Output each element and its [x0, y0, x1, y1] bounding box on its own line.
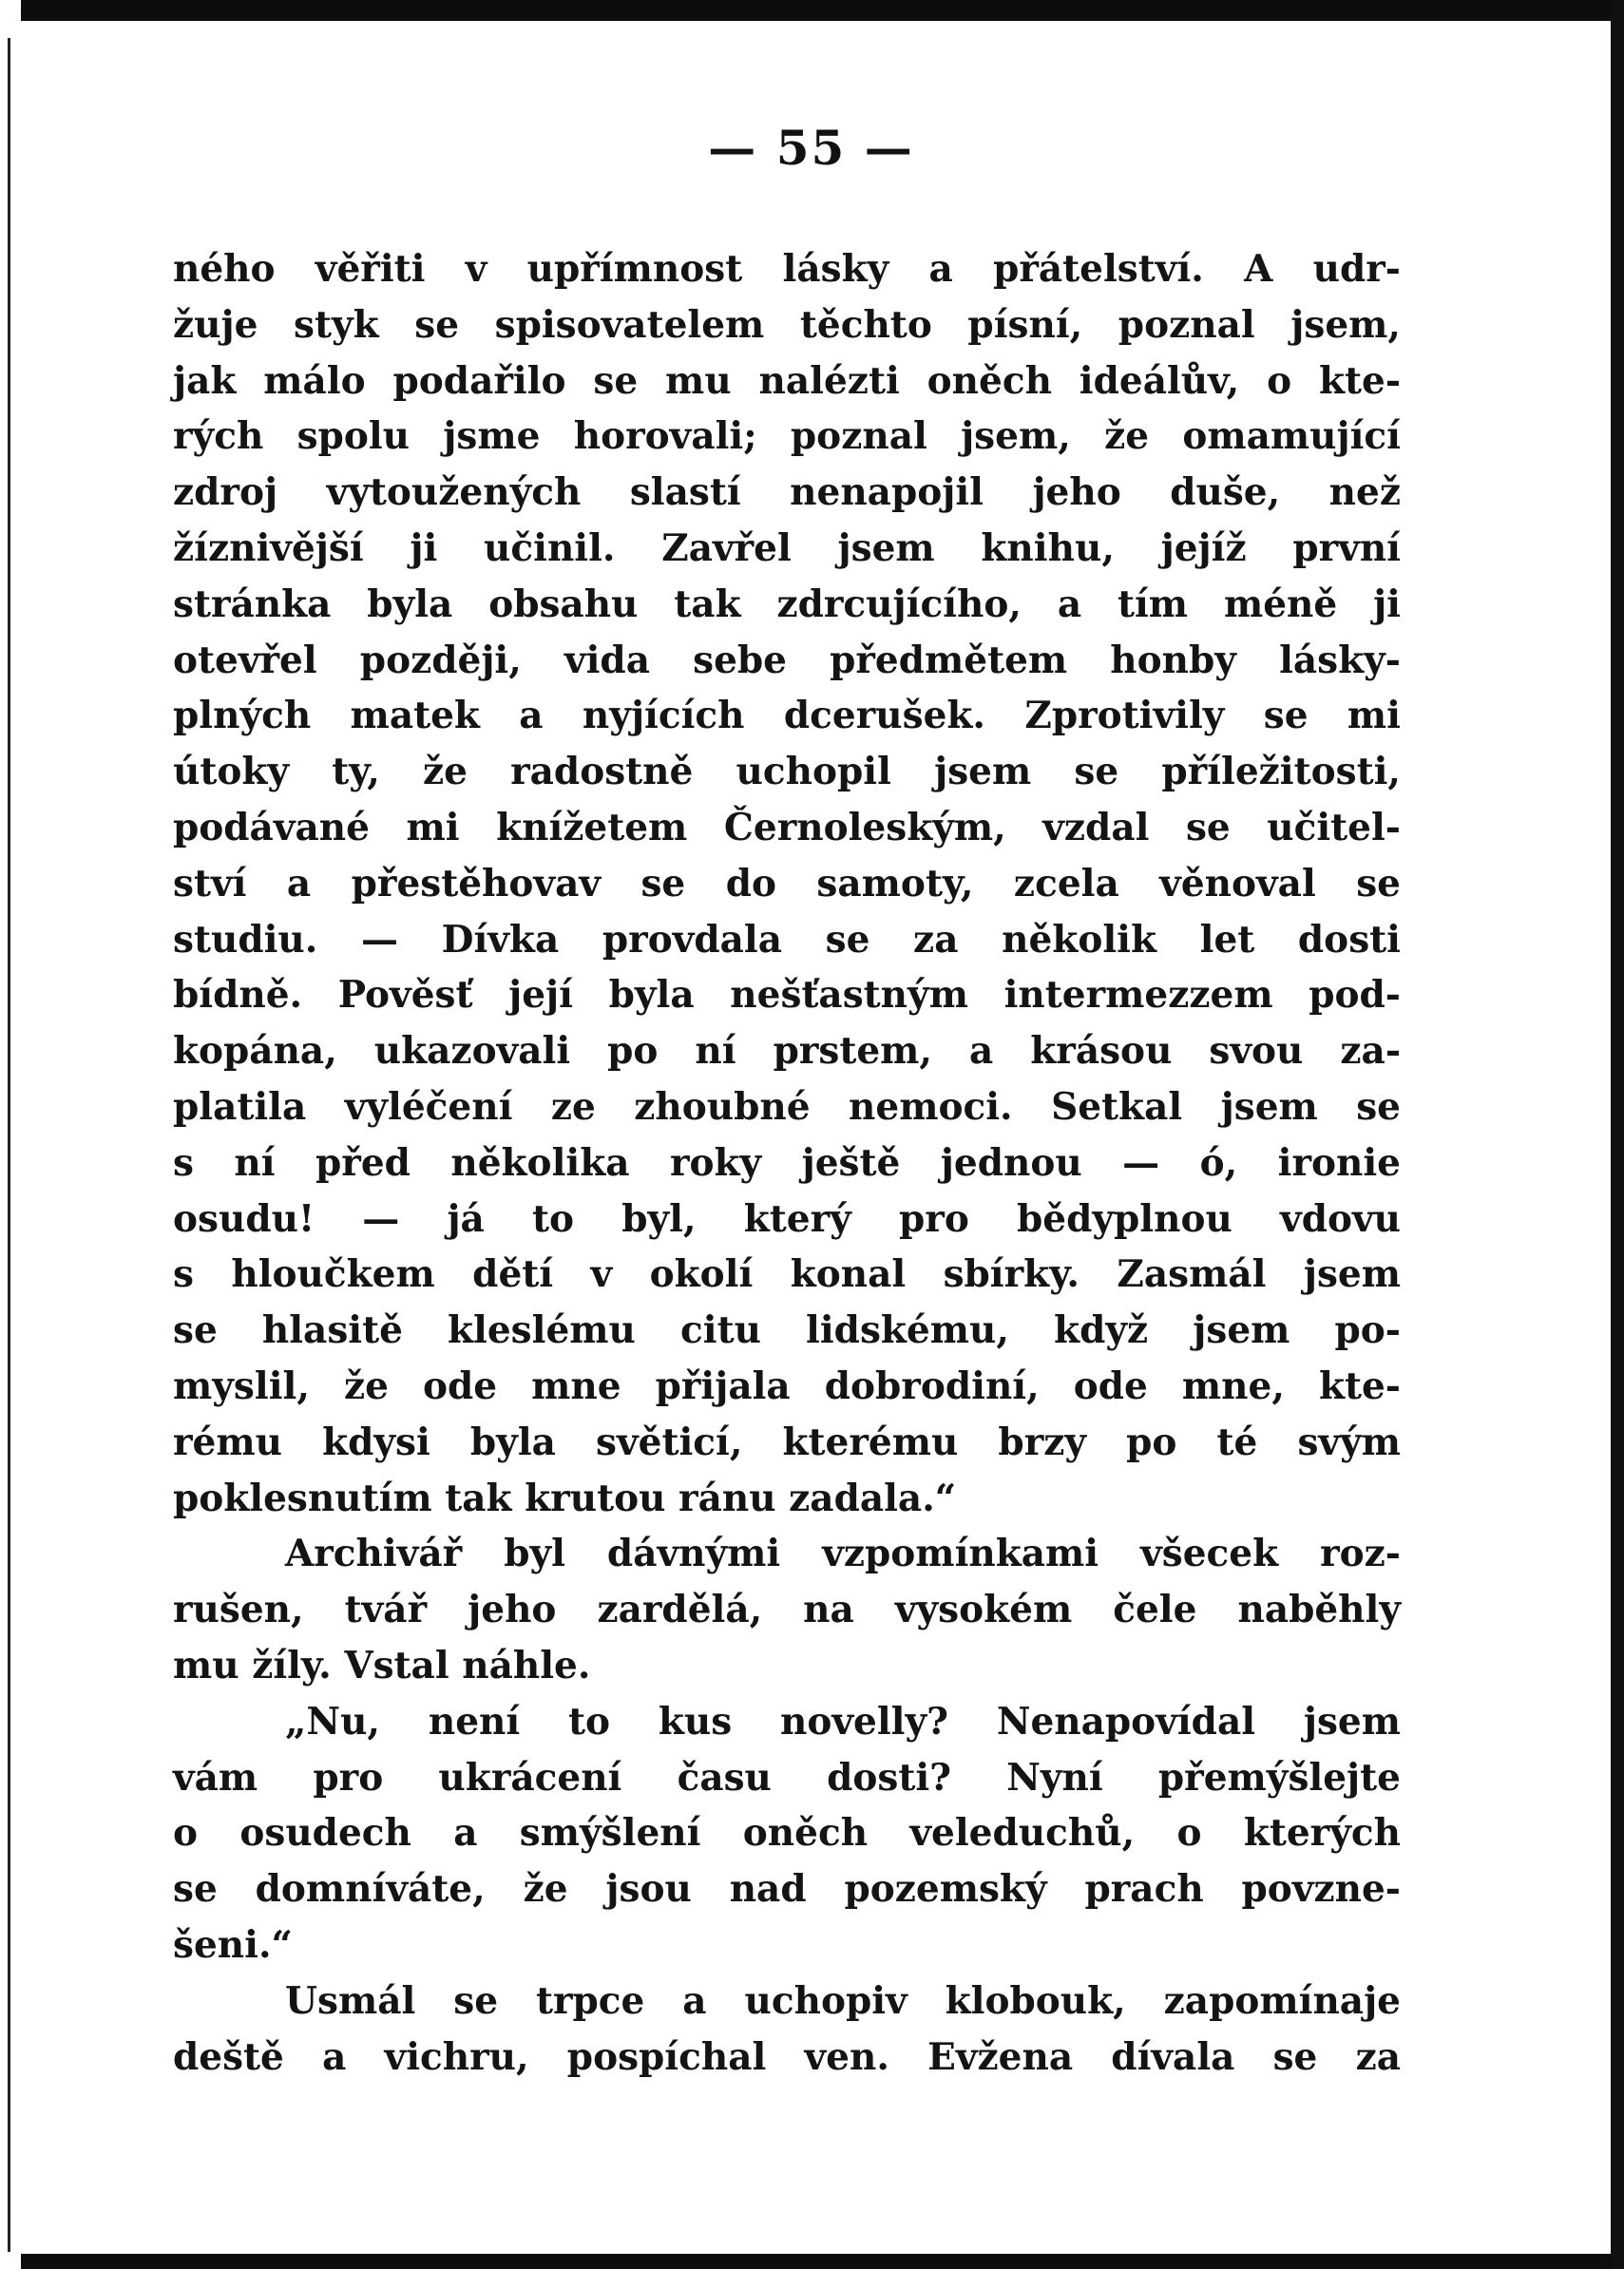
text-line: mu žíly. Vstal náhle. — [173, 1643, 591, 1687]
text-line: plných matek a nyjících dcerušek. Zprotivily se mi — [173, 694, 1401, 738]
text-line: platila vyléčení ze zhoubné nemoci. Setkal jsem se — [173, 1084, 1401, 1129]
text-line: rému kdysi byla světicí, kterému brzy po té svým — [173, 1420, 1401, 1464]
text-line: rých spolu jsme horovali; poznal jsem, že omamující — [173, 414, 1401, 459]
text-line: jak málo podařilo se mu nalézti oněch ideálův, o kte- — [173, 358, 1401, 403]
text-line: zdroj vytoužených slastí nenapojil jeho duše, než — [173, 470, 1401, 515]
text-line: šeni.“ — [173, 1922, 293, 1967]
text-line: o osudech a smýšlení oněch veleduchů, o kterých — [173, 1811, 1401, 1856]
text-line: útoky ty, že radostně uchopil jsem se příležitosti, — [173, 750, 1401, 794]
text-line: bídně. Pověsť její byla nešťastným intermezzem pod- — [173, 973, 1401, 1018]
book-page — [11, 21, 1611, 2254]
text-line: myslil, že ode mne přijala dobrodiní, ode mne, kte- — [173, 1363, 1401, 1408]
page-number: — 55 — — [708, 120, 914, 176]
text-line: se domníváte, že jsou nad pozemský prach povzne- — [173, 1867, 1401, 1912]
text-line: Archivář byl dávnými vzpomínkami všecek roz- — [285, 1532, 1401, 1576]
text-line: studiu. — Dívka provdala se za několik let dosti — [173, 917, 1401, 962]
text-line: rušen, tvář jeho zardělá, na vysokém čele naběhly — [173, 1588, 1401, 1632]
scan-right-edge — [1611, 0, 1624, 2269]
text-line: stránka byla obsahu tak zdrcujícího, a tím méně ji — [173, 582, 1401, 626]
text-line: vám pro ukrácení času dosti? Nyní přemýšlejte — [173, 1755, 1401, 1800]
text-line: s ní před několika roky ještě jednou — ó, ironie — [173, 1140, 1401, 1185]
text-line: kopána, ukazovali po ní prstem, a krásou svou za- — [173, 1029, 1401, 1074]
text-line: „Nu, není to kus novelly? Nenapovídal jsem — [285, 1699, 1401, 1744]
text-line: podávané mi knížetem Černoleským, vzdal se učitel- — [173, 805, 1401, 849]
body-text — [173, 241, 1401, 2085]
text-line: Usmál se trpce a uchopiv klobouk, zapomínaje — [285, 1978, 1401, 2023]
text-line: osudu! — já to byl, který pro bědyplnou vdovu — [173, 1196, 1401, 1241]
text-line: ství a přestěhovav se do samoty, zcela věnoval se — [173, 861, 1401, 906]
text-line: žíznivější ji učinil. Zavřel jsem knihu, jejíž první — [173, 525, 1401, 570]
text-line: se hlasitě kleslému citu lidskému, když jsem po- — [173, 1308, 1401, 1353]
text-line: otevřel později, vida sebe předmětem honby lásky- — [173, 638, 1401, 682]
text-line: s hloučkem dětí v okolí konal sbírky. Zasmál jsem — [173, 1252, 1401, 1297]
text-line: žuje styk se spisovatelem těchto písní, poznal jsem, — [173, 302, 1401, 347]
text-line: ného věřiti v upřímnost lásky a přátelství. A udr- — [173, 247, 1401, 291]
text-line: deště a vichru, pospíchal ven. Evžena dívala se za — [173, 2034, 1401, 2079]
text-line: poklesnutím tak krutou ránu zadala.“ — [173, 1476, 957, 1520]
binding-edge-line — [8, 38, 10, 2252]
